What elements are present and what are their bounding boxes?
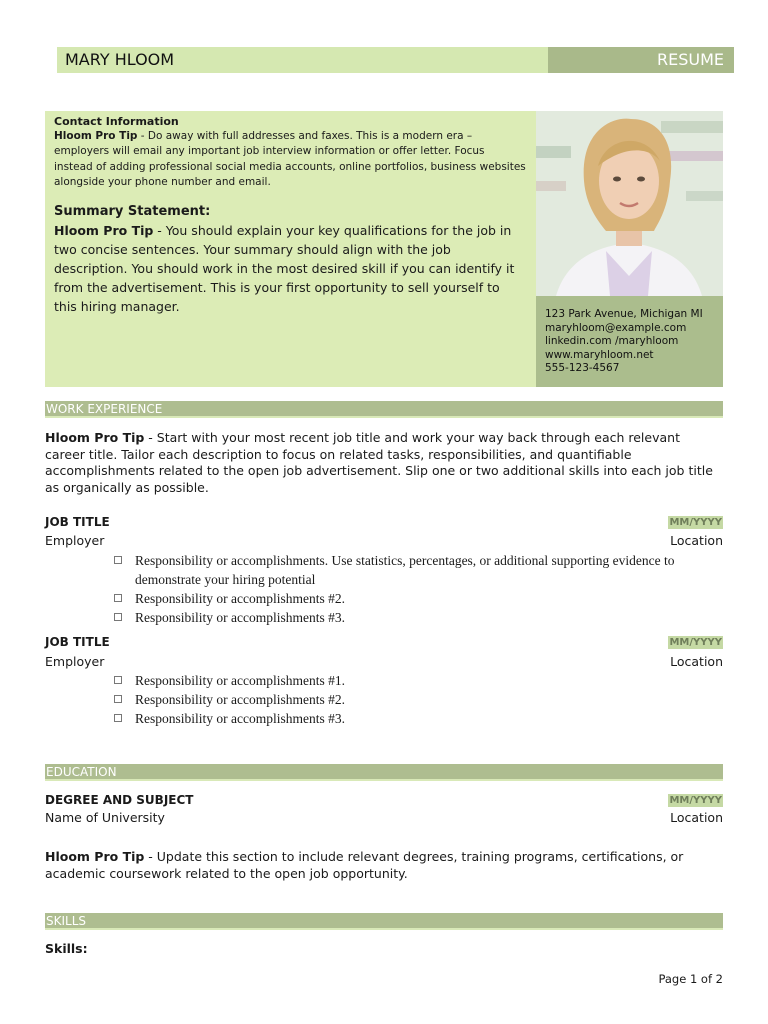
education-tip-label: Hloom Pro Tip <box>45 849 145 864</box>
education-heading: EDUCATION <box>45 764 723 781</box>
employer: Employer <box>45 533 105 548</box>
bullet-text: Responsibility or accomplishments #3. <box>135 610 345 625</box>
candidate-name: MARY HLOOM <box>57 47 548 73</box>
list-item <box>114 551 714 589</box>
checkbox-bullet-icon <box>114 714 122 722</box>
work-tip-label: Hloom Pro Tip <box>45 430 145 445</box>
job-date: MM/YYYY <box>669 517 722 528</box>
contact-title: Contact Information <box>54 115 179 128</box>
job-location: Location <box>670 654 723 669</box>
job-1-bullets <box>114 551 714 627</box>
bullet-text: Responsibility or accomplishments #1. <box>135 673 345 688</box>
education-tip <box>45 849 723 882</box>
list-item <box>114 690 714 709</box>
page-number: Page 1 of 2 <box>658 972 723 986</box>
list-item <box>114 589 714 608</box>
address-line: 123 Park Avenue, Michigan MI <box>545 308 703 320</box>
list-item <box>114 608 714 627</box>
contact-tip-label: Hloom Pro Tip <box>54 130 138 142</box>
contact-details <box>536 296 723 387</box>
contact-summary-panel <box>45 111 536 387</box>
resume-label: RESUME <box>548 47 734 73</box>
bullet-text: Responsibility or accomplishments #2. <box>135 591 345 606</box>
job-1-title-row <box>45 513 723 531</box>
job-title: JOB TITLE <box>45 635 110 649</box>
summary-tip-text: - You should explain your key qualifications for the job in two concise sentences. Your summary should align with the job description. You should work in the most desired skill if you can identify it from the advertisement. This is your first opportunity to sell yourself to this hiring manager. <box>54 222 515 314</box>
profile-photo <box>536 111 723 296</box>
email-link[interactable]: maryhloom@example.com <box>545 321 687 334</box>
bullet-text: Responsibility or accomplishments #2. <box>135 692 345 707</box>
degree-row <box>45 791 723 809</box>
work-tip-text: - Start with your most recent job title and work your way back through each relevant career title. Tailor each description to focus on related tasks, responsibilities, and quantifiable accomplishments related to the open job advertisement. Slip one or two additional skills into each job title as organically as possible. <box>45 430 713 495</box>
job-title: JOB TITLE <box>45 515 110 529</box>
work-experience-heading: WORK EXPERIENCE <box>45 401 723 418</box>
linkedin-link[interactable]: linkedin.com /maryhloom <box>545 335 679 347</box>
employer: Employer <box>45 654 105 669</box>
job-location: Location <box>670 533 723 548</box>
list-item <box>114 709 714 728</box>
job-2-employer-row <box>45 653 723 671</box>
job-2-title-row <box>45 633 723 651</box>
degree-date: MM/YYYY <box>669 795 722 806</box>
degree-title: DEGREE AND SUBJECT <box>45 793 194 807</box>
contact-tip-text: - Do away with full addresses and faxes. This is a modern era – employers will email any important job interview information or offer letter. Focus instead of adding professional social media accounts, online portfolios, business websites alongside your phone number and email. <box>54 130 526 189</box>
website-link[interactable]: www.maryhloom.net <box>545 348 654 361</box>
summary-tip <box>54 221 526 316</box>
school-location: Location <box>670 810 723 825</box>
profile-photo-illustration <box>536 111 723 296</box>
checkbox-bullet-icon <box>114 676 122 684</box>
education-tip-text: - Update this section to include relevant degrees, training programs, certifications, or academic coursework related to the open job opportunity. <box>45 849 684 881</box>
checkbox-bullet-icon <box>114 594 122 602</box>
checkbox-bullet-icon <box>114 613 122 621</box>
school-name: Name of University <box>45 810 165 825</box>
skills-label: Skills: <box>45 941 88 956</box>
school-row <box>45 809 723 827</box>
summary-title: Summary Statement: <box>54 203 211 219</box>
checkbox-bullet-icon <box>114 695 122 703</box>
contact-tip <box>54 129 526 191</box>
job-date: MM/YYYY <box>669 637 722 648</box>
phone-number: 555-123-4567 <box>545 362 620 374</box>
work-tip <box>45 430 723 496</box>
job-1-employer-row <box>45 532 723 550</box>
bullet-text: Responsibility or accomplishments. Use statistics, percentages, or additional supporting evidence to demonstrate your hiring potential <box>135 553 675 587</box>
checkbox-bullet-icon <box>114 556 122 564</box>
bullet-text: Responsibility or accomplishments #3. <box>135 711 345 726</box>
summary-tip-label: Hloom Pro Tip <box>54 222 154 238</box>
list-item <box>114 671 714 690</box>
skills-heading: SKILLS <box>45 913 723 930</box>
job-2-bullets <box>114 671 714 728</box>
